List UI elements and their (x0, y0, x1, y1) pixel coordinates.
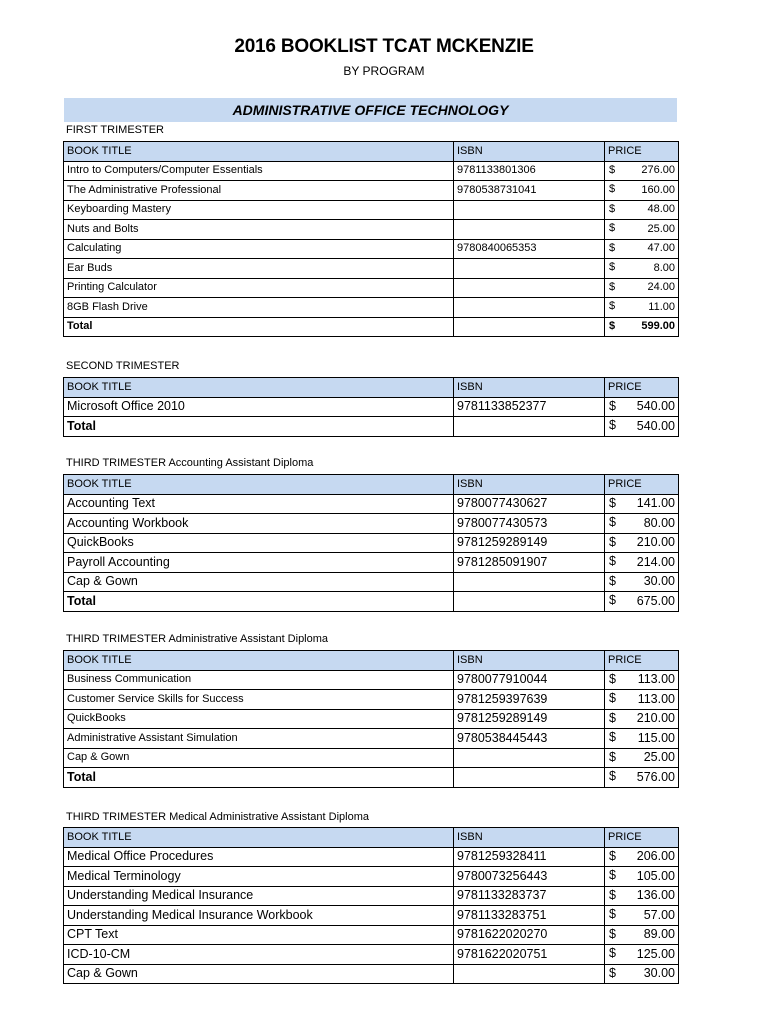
book-price (605, 886, 679, 906)
table-row (64, 670, 679, 690)
currency-symbol: $ (609, 222, 616, 234)
book-isbn (454, 572, 605, 592)
currency-symbol: $ (609, 769, 616, 783)
book-price (605, 298, 679, 318)
book-isbn: 9780538731041 (454, 181, 605, 201)
book-title: Cap & Gown (64, 572, 454, 592)
book-price (605, 533, 679, 553)
total-value: 576.00 (636, 769, 675, 784)
book-title: Calculating (64, 239, 454, 259)
currency-symbol: $ (609, 183, 616, 195)
book-title: ICD-10-CM (64, 945, 454, 965)
price-value: 25.00 (643, 750, 675, 765)
book-price (605, 514, 679, 534)
table-header-row (64, 828, 679, 848)
book-title: Understanding Medical Insurance Workbook (64, 906, 454, 926)
table-row (64, 239, 679, 259)
total-price (605, 592, 679, 612)
book-price (605, 670, 679, 690)
book-price (605, 494, 679, 514)
book-price (605, 397, 679, 417)
book-isbn (454, 220, 605, 240)
book-isbn: 9781259328411 (454, 847, 605, 867)
book-title: Medical Terminology (64, 867, 454, 887)
book-price (605, 729, 679, 749)
book-title: Keyboarding Mastery (64, 200, 454, 220)
book-isbn (454, 298, 605, 318)
book-price (605, 925, 679, 945)
book-title: Administrative Assistant Simulation (64, 729, 454, 749)
book-title: Medical Office Procedures (64, 847, 454, 867)
total-row (64, 317, 679, 337)
book-title: Accounting Workbook (64, 514, 454, 534)
price-value: 141.00 (636, 496, 675, 511)
book-isbn (454, 200, 605, 220)
price-value: 160.00 (641, 183, 675, 196)
currency-symbol: $ (609, 593, 616, 607)
book-isbn: 9781133283751 (454, 906, 605, 926)
book-price (605, 200, 679, 220)
table-header-row (64, 378, 679, 398)
table-administrative-assistant (63, 650, 679, 788)
total-isbn-blank (454, 417, 605, 437)
book-price (605, 553, 679, 573)
book-isbn: 9780077910044 (454, 670, 605, 690)
price-value: 80.00 (643, 515, 675, 530)
book-isbn: 9781259289149 (454, 533, 605, 553)
table-row (64, 867, 679, 887)
price-value: 105.00 (636, 868, 675, 883)
book-title: Accounting Text (64, 494, 454, 514)
book-price (605, 748, 679, 768)
book-price (605, 259, 679, 279)
book-title: 8GB Flash Drive (64, 298, 454, 318)
book-price (605, 847, 679, 867)
price-value: 113.00 (637, 691, 675, 706)
book-title: Business Communication (64, 670, 454, 690)
price-value: 57.00 (643, 907, 675, 922)
book-isbn: 9780538445443 (454, 729, 605, 749)
book-price (605, 239, 679, 259)
price-value: 30.00 (643, 966, 675, 981)
book-title: CPT Text (64, 925, 454, 945)
column-header-isbn: ISBN (454, 651, 605, 671)
table-row (64, 906, 679, 926)
book-isbn: 9781133283737 (454, 886, 605, 906)
book-price (605, 181, 679, 201)
section-label-administrative-assistant: THIRD TRIMESTER Administrative Assistant Diploma (66, 633, 329, 645)
table-row (64, 278, 679, 298)
book-isbn (454, 259, 605, 279)
total-label: Total (64, 417, 454, 437)
price-value: 115.00 (637, 730, 675, 745)
section-label-accounting: THIRD TRIMESTER Accounting Assistant Diploma (66, 457, 314, 469)
currency-symbol: $ (609, 418, 616, 432)
book-isbn (454, 278, 605, 298)
book-title: Understanding Medical Insurance (64, 886, 454, 906)
book-price (605, 867, 679, 887)
book-isbn: 9780077430573 (454, 514, 605, 534)
book-title: Cap & Gown (64, 964, 454, 984)
table-row (64, 514, 679, 534)
price-value: 206.00 (636, 849, 675, 864)
total-value: 675.00 (636, 593, 675, 608)
currency-symbol: $ (609, 319, 616, 332)
total-value: 540.00 (636, 418, 675, 433)
currency-symbol: $ (609, 671, 616, 686)
table-header-row (64, 475, 679, 495)
price-value: 136.00 (636, 888, 675, 903)
table-row (64, 397, 679, 417)
book-isbn: 9781133801306 (454, 161, 605, 181)
book-price (605, 945, 679, 965)
book-title: Printing Calculator (64, 278, 454, 298)
book-isbn: 9780073256443 (454, 867, 605, 887)
book-title: Cap & Gown (64, 748, 454, 768)
currency-symbol: $ (609, 300, 616, 312)
currency-symbol: $ (609, 868, 616, 882)
total-row (64, 768, 679, 788)
table-header-row (64, 651, 679, 671)
price-value: 210.00 (636, 711, 675, 726)
table-row (64, 298, 679, 318)
table-row (64, 729, 679, 749)
column-header-price: PRICE (605, 142, 679, 162)
currency-symbol: $ (609, 241, 616, 254)
table-row (64, 886, 679, 906)
currency-symbol: $ (609, 730, 616, 744)
book-isbn: 9781622020270 (454, 925, 605, 945)
price-value: 89.00 (643, 927, 675, 942)
price-value: 47.00 (647, 242, 675, 255)
currency-symbol: $ (609, 848, 616, 863)
book-title: Customer Service Skills for Success (64, 690, 454, 710)
table-row (64, 181, 679, 201)
book-isbn: 9781259289149 (454, 709, 605, 729)
book-price (605, 709, 679, 729)
section-label-first-trimester: FIRST TRIMESTER (66, 124, 164, 136)
book-price (605, 220, 679, 240)
price-value: 48.00 (647, 203, 675, 216)
column-header-price: PRICE (605, 651, 679, 671)
book-price (605, 906, 679, 926)
currency-symbol: $ (609, 534, 616, 549)
table-row (64, 964, 679, 984)
book-isbn: 9780077430627 (454, 494, 605, 514)
table-row (64, 572, 679, 592)
table-row (64, 748, 679, 768)
table-row (64, 494, 679, 514)
table-row (64, 690, 679, 710)
total-value: 599.00 (641, 320, 675, 333)
book-isbn: 9781285091907 (454, 553, 605, 573)
currency-symbol: $ (609, 554, 616, 568)
price-value: 25.00 (647, 222, 675, 235)
price-value: 210.00 (636, 535, 675, 550)
table-first-trimester (63, 141, 679, 337)
currency-symbol: $ (609, 907, 616, 921)
book-isbn: 9781133852377 (454, 397, 605, 417)
book-title: Microsoft Office 2010 (64, 397, 454, 417)
currency-symbol: $ (609, 280, 616, 293)
table-row (64, 553, 679, 573)
price-value: 8.00 (653, 261, 675, 274)
column-header-title: BOOK TITLE (64, 651, 454, 671)
currency-symbol: $ (609, 202, 616, 215)
currency-symbol: $ (609, 710, 616, 725)
total-label: Total (64, 592, 454, 612)
book-price (605, 161, 679, 181)
table-row (64, 533, 679, 553)
price-value: 540.00 (636, 399, 675, 414)
book-price (605, 690, 679, 710)
total-price (605, 417, 679, 437)
table-medical-administrative-assistant (63, 827, 679, 984)
total-price (605, 768, 679, 788)
book-title: Ear Buds (64, 259, 454, 279)
column-header-price: PRICE (605, 475, 679, 495)
book-title: Nuts and Bolts (64, 220, 454, 240)
book-isbn: 9780840065353 (454, 239, 605, 259)
book-price (605, 572, 679, 592)
price-value: 113.00 (637, 672, 675, 687)
total-label: Total (64, 768, 454, 788)
currency-symbol: $ (609, 965, 616, 980)
currency-symbol: $ (609, 261, 616, 273)
currency-symbol: $ (609, 749, 616, 764)
column-header-title: BOOK TITLE (64, 142, 454, 162)
currency-symbol: $ (609, 946, 616, 960)
table-row (64, 220, 679, 240)
column-header-isbn: ISBN (454, 475, 605, 495)
total-price (605, 317, 679, 337)
book-isbn: 9781622020751 (454, 945, 605, 965)
column-header-price: PRICE (605, 828, 679, 848)
total-label: Total (64, 317, 454, 337)
column-header-isbn: ISBN (454, 828, 605, 848)
program-banner: ADMINISTRATIVE OFFICE TECHNOLOGY (64, 98, 677, 122)
currency-symbol: $ (609, 495, 616, 510)
book-title: QuickBooks (64, 709, 454, 729)
book-title: QuickBooks (64, 533, 454, 553)
section-label-medical-administrative-assistant: THIRD TRIMESTER Medical Administrative Assistant Diploma (66, 811, 369, 823)
currency-symbol: $ (609, 398, 616, 413)
column-header-price: PRICE (605, 378, 679, 398)
total-isbn-blank (454, 768, 605, 788)
price-value: 214.00 (636, 554, 675, 569)
currency-symbol: $ (609, 691, 616, 705)
column-header-title: BOOK TITLE (64, 828, 454, 848)
table-second-trimester (63, 377, 679, 437)
table-row (64, 161, 679, 181)
total-isbn-blank (454, 317, 605, 337)
price-value: 24.00 (647, 281, 675, 294)
column-header-title: BOOK TITLE (64, 378, 454, 398)
total-row (64, 592, 679, 612)
page-title: 2016 BOOKLIST TCAT MCKENZIE (234, 36, 534, 57)
book-isbn (454, 964, 605, 984)
book-title: Payroll Accounting (64, 553, 454, 573)
column-header-isbn: ISBN (454, 142, 605, 162)
table-row (64, 925, 679, 945)
price-value: 11.00 (648, 300, 675, 313)
book-isbn: 9781259397639 (454, 690, 605, 710)
price-value: 125.00 (636, 946, 675, 961)
total-isbn-blank (454, 592, 605, 612)
total-row (64, 417, 679, 437)
book-price (605, 278, 679, 298)
column-header-title: BOOK TITLE (64, 475, 454, 495)
column-header-isbn: ISBN (454, 378, 605, 398)
table-row (64, 200, 679, 220)
table-accounting (63, 474, 679, 612)
price-value: 276.00 (641, 164, 675, 177)
table-row (64, 945, 679, 965)
currency-symbol: $ (609, 573, 616, 588)
book-isbn (454, 748, 605, 768)
table-header-row (64, 142, 679, 162)
currency-symbol: $ (609, 887, 616, 902)
book-title: The Administrative Professional (64, 181, 454, 201)
currency-symbol: $ (609, 515, 616, 529)
book-title: Intro to Computers/Computer Essentials (64, 161, 454, 181)
table-row (64, 259, 679, 279)
table-row (64, 709, 679, 729)
table-row (64, 847, 679, 867)
book-price (605, 964, 679, 984)
currency-symbol: $ (609, 926, 616, 941)
currency-symbol: $ (609, 163, 616, 176)
page-subtitle: BY PROGRAM (343, 64, 425, 78)
section-label-second-trimester: SECOND TRIMESTER (66, 360, 180, 372)
price-value: 30.00 (643, 574, 675, 589)
